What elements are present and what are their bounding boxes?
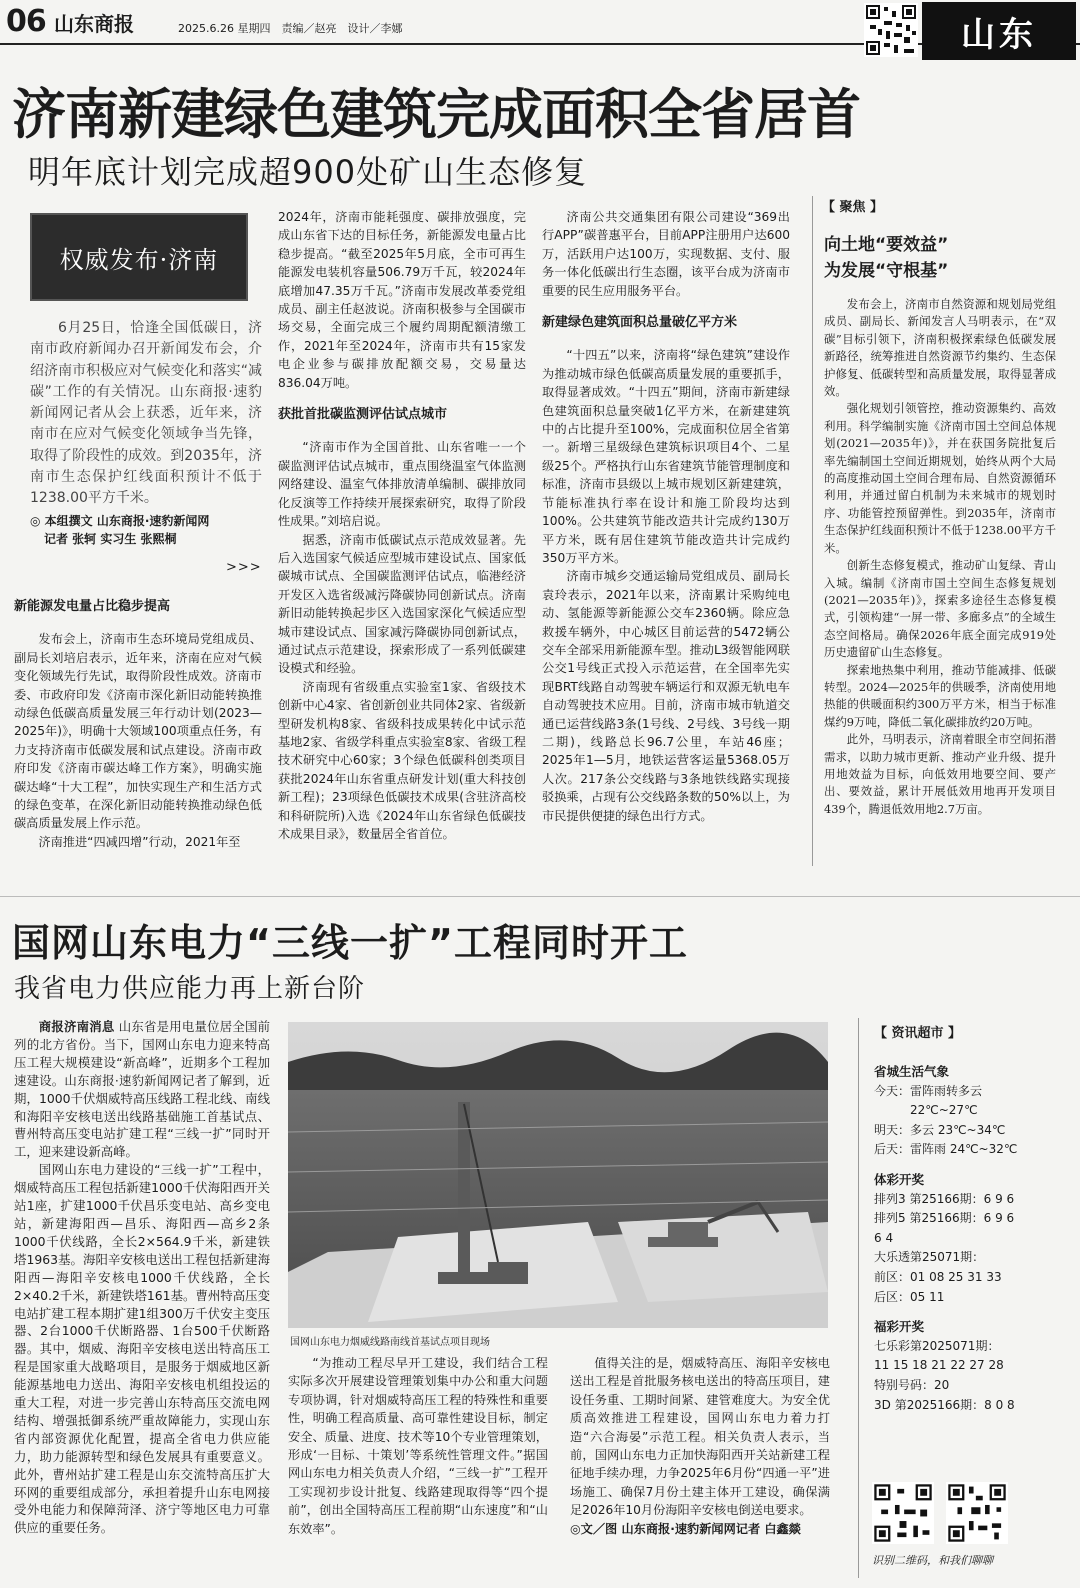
headline-main: 济南新建绿色建筑完成面积全省居首 — [12, 83, 860, 146]
lottery-p5-cont: 6 4 — [874, 1230, 894, 1245]
paragraph: 2024年，济南市能耗强度、碳排放强度，完成山东省下达的目标任务，新能源发电量占比稳步提高。“截至2025年5月底，全市可再生能源发电装机容量506.79万千瓦，较2024年底增加47.35万千瓦。”济南市发展改革委党组成员、副主任赵波说。济南积极参与全国碳市场交易，全面完成三个履约周期配额清缴工作，2021年至2024年，济南市共有15家发电企业参与碳排放配额交易，交易量达836.04万吨。 — [278, 210, 526, 390]
paragraph — [14, 1018, 270, 1161]
weather-today-temp: 22℃~27℃ — [910, 1103, 978, 1118]
article1-column-2 — [278, 208, 526, 868]
info-tag: 【 资讯超市 】 — [874, 1026, 962, 1041]
column-divider — [858, 1018, 859, 1578]
paragraph: 济南现有省级重点实验室1家、省级技术创新中心4家、省创新创业共同体2家、省级新型研发机构8家、省级科技成果转化中试示范基地2家、省级学科重点实验室8家、省级工程技术研究中心60家；3个绿色低碳科创类项目获批2024年山东省重点研发计划(重大科技创新工程)；23项绿色低碳技术成果(含驻济高校和科研院所)入选《2024年山东省绿色低碳技术成果目录》，数量居全省首位。 — [278, 679, 526, 841]
sports-lottery-title: 体彩开奖 — [874, 1171, 925, 1187]
paragraph: 发布会上，济南市生态环境局党组成员、副局长刘培启表示，近年来，济南在应对气候变化领域先行先试，取得阶段性成效。济南市委、市政府印发《济南市深化新旧动能转换推动绿色低碳高质量发展三年行动计划(2023—2025年)》，明确十大领域100项重点任务，有力支持济南市低碳发展和试点建设。济南市政府印发《济南市碳达峰工作方案》，明确实施碳达峰“十大工程”，加快实现生产和生活方式的绿色变革，在深化新旧动能转换推动绿色低碳高质量发展上作示范。 — [14, 632, 262, 831]
section-heading: 新能源发电量占比稳步提高 — [14, 599, 171, 614]
weather-after: 后天：雷阵雨 24℃~32℃ — [874, 1142, 1018, 1157]
article2-column-1 — [14, 1018, 270, 1570]
headline-second: 国网山东电力“三线一扩”工程同时开工 — [12, 921, 688, 965]
lottery-qlc-special: 特别号码：20 — [874, 1377, 950, 1392]
paragraph: 强化规划引领管控，推动资源集约、高效利用。科学编制实施《济南市国土空间总体规划(2021—2035年)》，并在获国务院批复后率先编制国土空间近期规划，始终从两个大局的高度推动国土空间合理布局、自然资源循环利用，并通过留白机制为未来城市的规划时序、功能管控预留弹性。到2035年，济南市生态保护红线面积预计不低于1238.00平方千米。 — [824, 401, 1056, 555]
lottery-qlc: 七乐彩第2025071期： — [874, 1338, 1000, 1353]
lottery-3d: 3D 第2025166期：8 0 8 — [874, 1397, 1015, 1412]
byline — [30, 512, 262, 548]
qr-hint: 识别二维码，和我们聊聊 — [872, 1554, 993, 1567]
subheadline-main: 明年底计划完成超900处矿山生态修复 — [28, 153, 588, 191]
qr-code-icon — [946, 1482, 1008, 1544]
welfare-lottery-title: 福彩开奖 — [874, 1319, 925, 1335]
qr-code-icon — [872, 1482, 934, 1544]
paragraph: 此外，马明表示，济南着眼全市空间拓潜需求，以助力城市更新、推动产业升级、提升用地效益为目标，向低效用地要空间、要产出、要效益，累计开展低效用地再开发项目439个，腾退低效用地2.7万亩。 — [824, 732, 1056, 816]
paragraph: “济南市作为全国首批、山东省唯一一个碳监测评估试点城市，重点围绕温室气体监测网络建设、温室气体排放清单编制、碳排放同化反演等工作持续开展探索研究，取得了阶段性成果。”刘培启说。 — [278, 440, 526, 529]
paragraph: 济南公共交通集团有限公司建设“369出行APP”碳普惠平台，目前APP注册用户达600万，活跃用户达100万，实现数据、支付、服务一体化低碳出行生态圈，该平台成为济南市重要的民生应用服务平台。 — [542, 210, 790, 298]
construction-site-photo — [288, 1022, 828, 1328]
focus-tag: 【 聚焦 】 — [822, 200, 884, 215]
issue-meta: 2025.6.26 星期四 责编／赵亮 设计／李娜 — [178, 22, 403, 35]
lottery-qlc-nums: 11 15 18 21 22 27 28 — [874, 1358, 1004, 1373]
lottery-p3: 排列3 第25166期：6 9 6 — [874, 1191, 1015, 1206]
column-badge: 权威发布·济南 — [30, 213, 248, 301]
paragraph: 国网山东电力建设的“三线一扩”工程中，烟威特高压工程包括新建1000千伏海阳西开关站1座，扩建1000千伏昌乐变电站、高乡变电站，新建海阳西—昌乐、海阳西—高乡2条1000千伏线路，全长2×564.9千米，新建铁塔1963基。海阳辛安核电送出工程包括新建海阳西—海阳辛安核电1000千伏线路，全长2×40.2千米，新建铁塔161基。曹州特高压变电站扩建工程本期扩建1组300万千伏安主变压器、2台1000千伏断路器、1台500千伏断路器。其中，烟威、海阳辛安核电送出特高压工程是国家重大战略项目，是服务于烟威地区新能源基地电力送出、海阳辛安核电机组投运的重大工程，对进一步完善山东特高压交流电网结构、增强抵御系统严重故障能力，实现山东省内部资源优化配置，提高全省电力供应能力，助力能源转型和绿色发展具有重要意义。此外，曹州站扩建工程是山东交流特高压扩大环网的重要组成部分，承担着提升山东电网接受外电能力和保障菏泽、济宁等地区电力可靠供应的重要任务。 — [14, 1162, 270, 1536]
paragraph: 值得关注的是，烟威特高压、海阳辛安核电送出工程是首批服务核电送出的特高压项目，建设任务重、工期时间紧、建管难度大。为安全优质高效推进工程建设，国网山东电力着力打造“六合海晏”示范工程。相关负责人表示，当前，国网山东电力正加快海阳西开关站新建工程征地手续办理，力争2025年6月份“四通一平”进场施工、确保7月份土建主体开工建设，确保满足2026年10月份海阳辛安核电倒送电要求。 — [570, 1356, 830, 1518]
info-panel — [874, 1054, 1070, 1415]
focus-title — [824, 232, 1054, 284]
header-rule — [0, 43, 1080, 45]
byline-line1: ◎ 本组撰文 山东商报·速豹新闻网 — [30, 514, 210, 528]
lottery-dlt-back: 后区：05 11 — [874, 1289, 945, 1304]
paragraph: 探索地热集中利用，推动节能减排、低碳转型。2024—2025年的供暖季，济南使用地热能的供暖面积约300万平方米，相当于标准煤约9万吨，降低二氧化碳排放约20万吨。 — [824, 662, 1056, 729]
article2-column-2 — [288, 1354, 548, 1554]
section-divider — [0, 896, 1080, 897]
paragraph: 济南推进“四减四增”行动，2021年至 — [38, 834, 241, 849]
subheadline-second: 我省电力供应能力再上新台阶 — [14, 974, 366, 1004]
paper-name: 山东商报 — [54, 12, 134, 36]
focus-title-line1: 向土地“要效益” — [824, 235, 949, 255]
photo-caption: 国网山东电力烟威线路南线首基试点项目现场 — [290, 1337, 490, 1348]
lottery-dlt: 大乐透第25071期： — [874, 1250, 985, 1265]
lead-paragraph: 6月25日，恰逢全国低碳日，济南市政府新闻办召开新闻发布会，介绍济南市积极应对气候变化和落实“减碳”工作的有关情况。山东商报·速豹新闻网记者从会上获悉，近年来，济南市在应对气候变化领域争当先锋，取得了阶段性的成效。到2035年，济南市生态保护红线面积预计不低于1238.00平方千米。 — [30, 320, 262, 507]
page-number: 06 — [6, 4, 46, 39]
paragraph-text: 山东省是用电量位居全国前列的北方省份。当下，国网山东电力迎来特高压工程大规模建设“新高峰”，近期多个工程加速建设。山东商报·速豹新闻网记者了解到，近期，1000千伏烟威特高压线路工程北线、南线和海阳辛安核电送出线路基础施工首基试点、曹州特高压变电站扩建工程“三线一扩”同时开工，迎来建设新高峰。 — [14, 1019, 270, 1160]
byline-line2: 记者 张轲 实习生 张熙桐 — [44, 532, 177, 546]
weather-today: 今天：雷阵雨转多云 — [874, 1083, 983, 1098]
paragraph: “十四五”以来，济南将“绿色建筑”建设作为推动城市绿色低碳高质量发展的重要抓手，取得显著成效。“十四五”期间，济南市新建绿色建筑面积总量突破1亿平方米，在新建建筑中的占比提升至100%，完成面积位居全省第一。新增三星级绿色建筑标识项目4个、二星级25个。严格执行山东省建筑节能管理制度和标准，济南市县级以上城市规划区新建建筑，节能标准执行率在设计和施工阶段均达到100%。公共建筑节能改造共计完成约130万平方米，既有居住建筑节能改造共计完成约350万平方米。 — [542, 348, 790, 565]
paragraph: 济南市城乡交通运输局党组成员、副局长袁玲表示，2021年以来，济南累计采购纯电动、氢能源等新能源公交车2360辆。除应急救援车辆外，中心城区目前运营的5472辆公交车全部采用新能源车型。推动L3级智能网联公交1号线正式投入示范运营，在全国率先实现BRT线路自动驾驶车辆运行和双源无轨电车自动驾驶技术应用。目前，济南市城市轨道交通已运营线路3条(1号线、2号线、3号线一期二期)，线路总长96.7公里，车站46座；2025年1—5月，地铁运营客运量5368.05万人次。217条公交线路与3条地铁线路实现接驳换乘，占现有公交线路条数的50%以上，为市民提供便捷的绿色出行方式。 — [542, 569, 790, 823]
section-heading: 新建绿色建筑面积总量破亿平方米 — [542, 315, 738, 331]
section-banner: 山东 — [922, 2, 1076, 60]
focus-body — [824, 296, 1056, 868]
article1-column-1 — [14, 588, 262, 868]
lottery-p5: 排列5 第25166期：6 9 6 — [874, 1211, 1015, 1226]
paragraph: 创新生态修复模式，推动矿山复绿、青山入城。编制《济南市国土空间生态修复规划(2021—2035年)》，探索多途径生态修复模式，引领构建“一屏一带、多廊多点”的全域生态空间格局。确保2026年底全面完成919处历史遗留矿山生态修复。 — [824, 558, 1056, 660]
article-byline: ◎文／图 山东商报·速豹新闻网记者 白鑫燚 — [570, 1521, 801, 1536]
weather-tomorrow: 明天：多云 23℃~34℃ — [874, 1122, 1006, 1137]
arrows-icon: >>> — [226, 560, 262, 575]
column-divider — [812, 196, 813, 866]
focus-title-line2: 为发展“守根基” — [824, 261, 949, 281]
article2-column-3 — [570, 1354, 830, 1580]
paragraph: 发布会上，济南市自然资源和规划局党组成员、副局长、新闻发言人马明表示，在“双碳”目标引领下，济南积极探索绿色低碳发展新路径，统筹推进自然资源节约集约、生态保护修复、低碳转型和高质量发展，取得显著成效。 — [824, 297, 1056, 399]
section-heading: 获批首批碳监测评估试点城市 — [278, 407, 448, 423]
lottery-dlt-front: 前区：01 08 25 31 33 — [874, 1269, 1002, 1284]
paragraph: “为推动工程尽早开工建设，我们结合工程实际多次开展建设管理策划集中办公和重大问题专项协调，针对烟威特高压工程的特殊性和重要性，明确工程高质量、高可靠性建设目标，制定安全、质量、进度、技术等10个专业管理策划，形成‘一目标、十策划’等系统性管理文件。”据国网山东电力相关负责人介绍，“三线一扩”工程开工实现初步设计批复、线路建现取得等“四个提前”，创出全国特高压工程前期“山东速度”和“山东效率”。 — [288, 1356, 548, 1536]
paragraph: 据悉，济南市低碳试点示范成效显著。先后入选国家气候适应型城市建设试点、国家低碳城市试点、全国碳监测评估试点，临港经济开发区入选省级减污降碳协同创新试点。济南新旧动能转换起步区入选国家深化气候适应型城市建设试点、国家减污降碳协同创新试点，通过试点示范建设，探索形成了一系列低碳建设模式和经验。 — [278, 532, 526, 676]
lead-label: 商报济南消息 — [38, 1019, 115, 1034]
article1-column-3 — [542, 208, 790, 868]
qr-code-icon — [864, 3, 918, 57]
weather-title: 省城生活气象 — [874, 1064, 950, 1079]
